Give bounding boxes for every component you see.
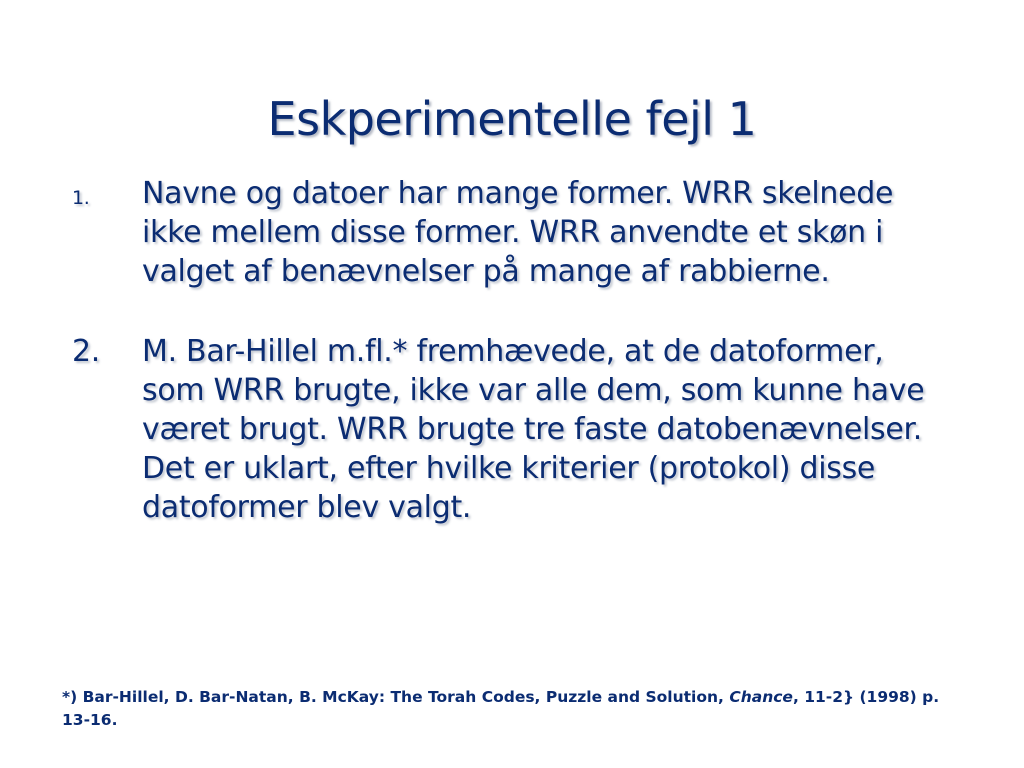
bullet-list xyxy=(70,174,950,527)
footnote-journal: Chance xyxy=(729,688,793,706)
list-item xyxy=(70,174,950,291)
list-item-number: 2. xyxy=(72,334,101,369)
footnote xyxy=(62,686,962,732)
list-item-text: Navne og datoer har mange former. WRR skelnede ikke mellem disse former. WRR anvendte et skøn i valget af benævnelser på mange af rabbierne. xyxy=(142,176,894,289)
slide-title: Eskperimentelle fejl 1 xyxy=(267,92,757,146)
list-item-text: M. Bar-Hillel m.fl.* fremhævede, at de datoformer, som WRR brugte, ikke var alle dem, som kunne have været brugt. WRR brugte tre faste datobenævnelser. Det er uklart, efter hvilke kriterier (protokol) disse datoformer blev valgt. xyxy=(142,334,925,525)
footnote-prefix: *) Bar-Hillel, D. Bar-Natan, B. McKay: The Torah Codes, Puzzle and Solution, xyxy=(62,688,730,706)
list-item xyxy=(70,332,950,527)
footnote-suffix: , 11-2} (1998) p. 13-16. xyxy=(62,688,940,729)
list-item-number: 1. xyxy=(72,187,90,209)
